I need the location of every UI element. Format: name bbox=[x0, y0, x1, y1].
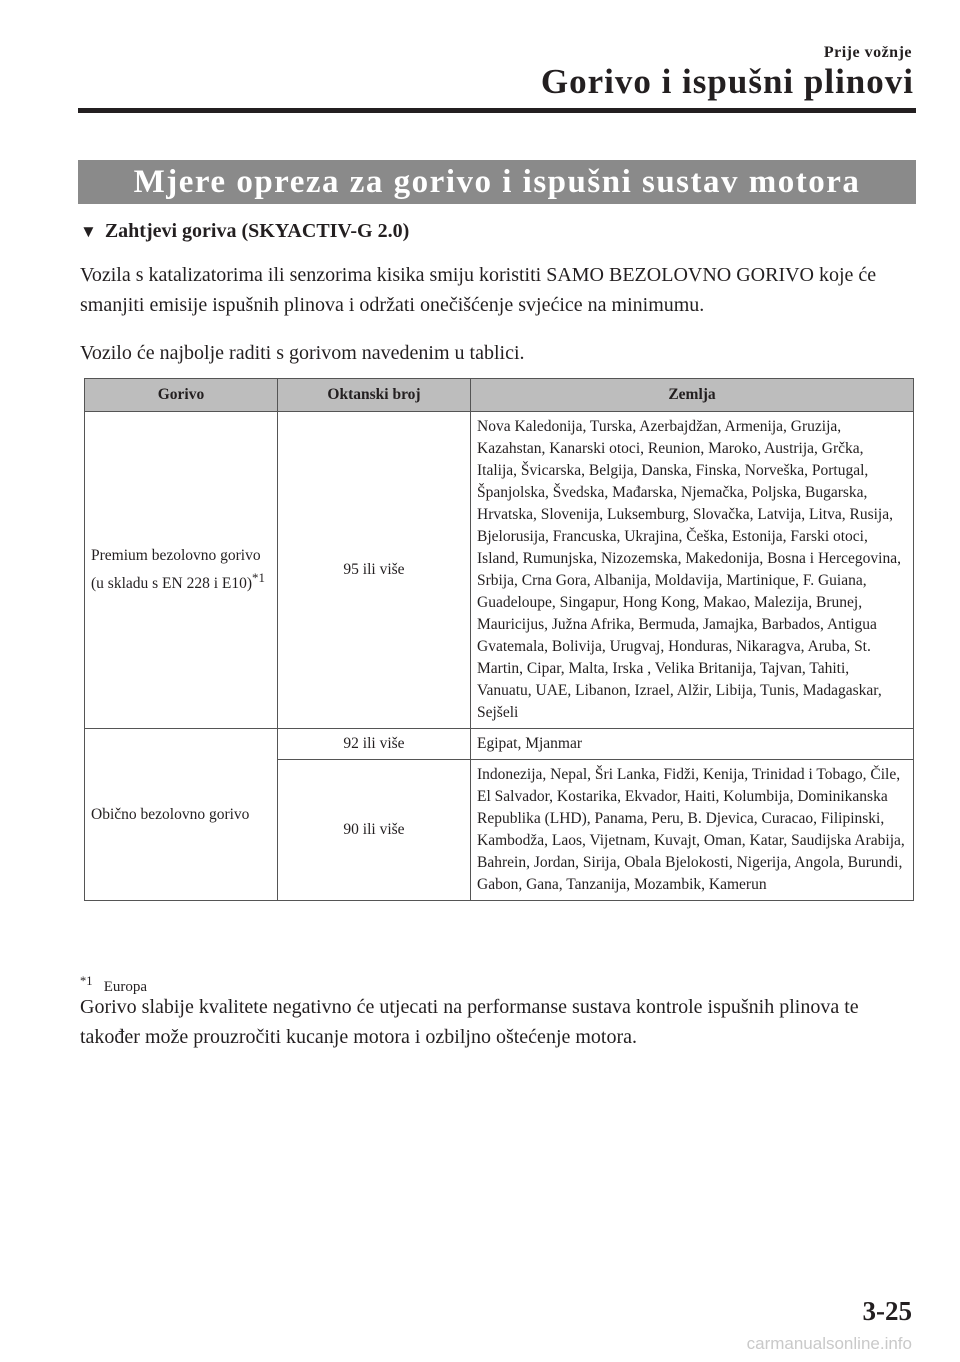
section-banner: Mjere opreza za gorivo i ispušni sustav motora bbox=[78, 160, 916, 204]
footnote-text: Europa bbox=[103, 979, 148, 995]
warning-paragraph: Gorivo slabije kvalitete negativno će utjecati na performanse sustava kontrole ispušnih plinova te također može prouzročiti kucanje motora i ozbiljno oštećenje motora. bbox=[80, 996, 859, 1048]
fuel-requirements-table bbox=[84, 378, 914, 901]
country-cell-premium: Nova Kaledonija, Turska, Azerbajdžan, Armenija, Gruzija, Kazahstan, Kanarski otoci, Reunion, Maroko, Austrija, Grčka, Italija, Švicarska, Belgija, Danska, Finska, Norveška, Portugal, Španjolska, Švedska, Mađarska, Njemačka, Poljska, Bugarska, Hrvatska, Slovenija, Luksemburg, Slovačka, Latvija, Litva, Rusija, Bjelorusija, Francuska, Ukrajina, Češka, Estonija, Farski otoci, Island, Rumunjska, Nizozemska, Makedonija, Bosna i Hercegovina, Srbija, Crna Gora, Albanija, Moldavija, Martinique, F. Guiana, Guadeloupe, Singapur, Hong Kong, Makao, Malezija, Brunej, Mauricijus, Južna Afrika, Bermuda, Jamajka, Barbados, Antigua Gvatemala, Bolivija, Urugvaj, Honduras, Nikaragva, Aruba, St. Martin, Cipar, Malta, Irska , Velika Britanija, Tajvan, Tahiti, Vanuatu, UAE, Libanon, Izrael, Alžir, Libija, Tunis, Madagaskar, Sejšeli bbox=[471, 412, 914, 729]
octane-cell-92: 92 ili više bbox=[278, 729, 471, 760]
fuel-type-premium: Premium bezolovno gorivo (u skladu s EN 228 i E10) bbox=[91, 546, 261, 593]
subheading-text: Zahtjevi goriva (SKYACTIV-G 2.0) bbox=[104, 220, 410, 242]
octane-cell-90: 90 ili više bbox=[278, 760, 471, 901]
octane-cell-premium: 95 ili više bbox=[278, 412, 471, 729]
country-cell-92: Egipat, Mjanmar bbox=[471, 729, 914, 760]
footnote-mark: *1 bbox=[80, 974, 93, 988]
column-header-octane: Oktanski broj bbox=[278, 379, 471, 412]
footnote-reference: *1 bbox=[252, 569, 265, 585]
table-lead-paragraph: Vozilo će najbolje raditi s gorivom navedenim u tablici. bbox=[80, 342, 525, 364]
header-divider bbox=[78, 108, 916, 113]
column-header-country: Zemlja bbox=[471, 379, 914, 412]
subheading bbox=[80, 220, 409, 243]
triangle-marker-icon: ▼ bbox=[80, 222, 97, 241]
watermark: carmanualsonline.info bbox=[746, 1334, 912, 1353]
column-header-fuel: Gorivo bbox=[85, 379, 278, 412]
page-number: 3-25 bbox=[862, 1296, 912, 1326]
running-header-section: Prije vožnje bbox=[823, 44, 912, 61]
table-header-row bbox=[85, 379, 914, 412]
country-cell-90: Indonezija, Nepal, Šri Lanka, Fidži, Kenija, Trinidad i Tobago, Čile, El Salvador, Kostarika, Ekvador, Haiti, Kolumbija, Dominikanska Republika (LHD), Panama, Peru, B. Djevica, Curacao, Filipinski, Kambodža, Laos, Vijetnam, Kuvajt, Oman, Katar, Saudijska Arabija, Bahrein, Jordan, Sirija, Obala Bjelokosti, Nigerija, Angola, Burundi, Gabon, Gana, Tanzanija, Mozambik, Kamerun bbox=[471, 760, 914, 901]
intro-paragraph: Vozila s katalizatorima ili senzorima kisika smiju koristiti SAMO BEZOLOVNO GORIVO koje će smanjiti emisije ispušnih plinova i održati onečišćenje svjećice na minimumu. bbox=[80, 264, 877, 316]
table-row-regular-92 bbox=[85, 729, 914, 760]
fuel-cell-premium bbox=[85, 412, 278, 729]
running-header-title: Gorivo i ispušni plinovi bbox=[540, 62, 914, 101]
fuel-type-regular: Obično bezolovno gorivo bbox=[85, 729, 278, 901]
table-row-premium bbox=[85, 412, 914, 729]
